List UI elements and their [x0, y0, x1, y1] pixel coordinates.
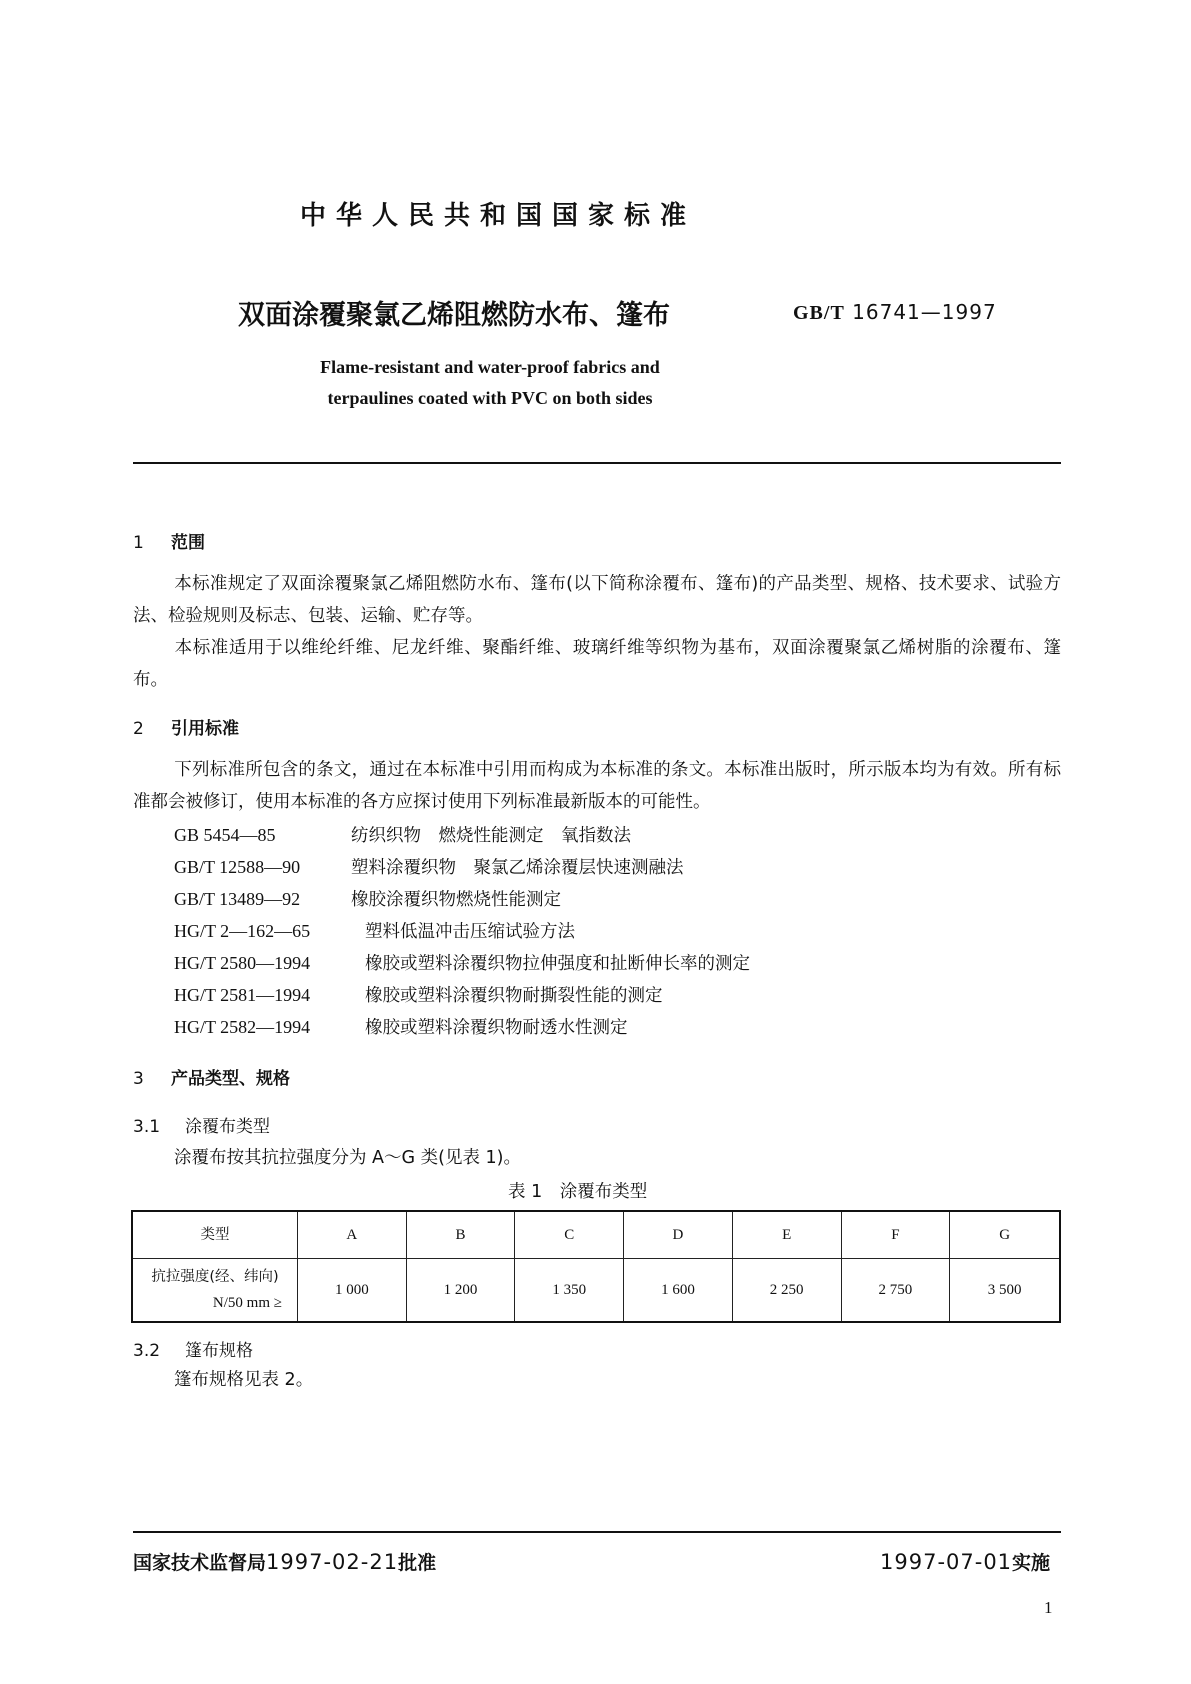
table-1-caption: 表 1 涂覆布类型 — [508, 1182, 648, 1202]
reference-code: GB/T 13489—92 — [174, 889, 301, 909]
table-column-header: E — [732, 1211, 841, 1259]
section-1-heading — [133, 528, 205, 553]
table-cell: 2 750 — [841, 1259, 950, 1323]
table-cell: 3 500 — [950, 1259, 1060, 1323]
table-column-header: G — [950, 1211, 1060, 1259]
table-cell: 1 200 — [406, 1259, 515, 1323]
approval-date: 1997-02-21 — [266, 1550, 399, 1574]
reference-item — [174, 982, 663, 1007]
reference-title: 塑料低温冲击压缩试验方法 — [365, 922, 575, 942]
approval-info — [133, 1548, 436, 1575]
table-cell: 2 250 — [732, 1259, 841, 1323]
reference-title: 橡胶涂覆织物燃烧性能测定 — [351, 890, 561, 910]
reference-title: 塑料涂覆织物 聚氯乙烯涂覆层快速测融法 — [351, 858, 684, 878]
table-cell: 1 350 — [515, 1259, 624, 1323]
approval-org: 国家技术监督局 — [133, 1552, 267, 1574]
reference-title: 纺织织物 燃烧性能测定 氧指数法 — [351, 826, 631, 846]
document-title-cn: 双面涂覆聚氯乙烯阻燃防水布、篷布 — [238, 300, 670, 331]
paragraph-text: 本标准适用于以维纶纤维、尼龙纤维、聚酯纤维、玻璃纤维等织物为基布，双面涂覆聚氯乙烯树脂的涂覆布、篷布。 — [133, 638, 1061, 690]
reference-item — [174, 822, 631, 847]
reference-code: HG/T 2580—1994 — [174, 953, 311, 973]
standard-number — [793, 300, 997, 325]
subsection-3-1-heading — [133, 1112, 270, 1137]
effective-info — [880, 1548, 1050, 1575]
table-column-header: A — [298, 1211, 407, 1259]
document-title-en-line2: terpaulines coated with PVC on both sides — [327, 388, 653, 408]
subsection-title: 涂覆布类型 — [185, 1117, 270, 1137]
reference-code: GB/T 12588—90 — [174, 857, 301, 877]
reference-code: HG/T 2581—1994 — [174, 985, 311, 1005]
table-row-label — [132, 1259, 298, 1323]
section-number: 1 — [133, 533, 144, 553]
table-cell: 1 000 — [298, 1259, 407, 1323]
table-header-row — [132, 1211, 1060, 1259]
effective-suffix: 实施 — [1012, 1552, 1051, 1574]
section-number: 3 — [133, 1069, 144, 1089]
table-header-label: 类型 — [132, 1211, 298, 1259]
row-label-line2: N/50 mm ≥ — [212, 1295, 282, 1311]
subsection-3-2-heading — [133, 1336, 253, 1361]
subsection-number: 3.1 — [133, 1117, 161, 1137]
section-1-paragraph-2 — [133, 632, 1061, 696]
effective-date: 1997-07-01 — [880, 1550, 1013, 1574]
reference-item — [174, 918, 575, 943]
footer-divider — [133, 1531, 1061, 1533]
section-3-heading — [133, 1064, 290, 1089]
table-column-header: C — [515, 1211, 624, 1259]
table-column-header: D — [624, 1211, 733, 1259]
subsection-3-2-text: 篷布规格见表 2。 — [174, 1370, 314, 1390]
page-number: 1 — [1044, 1598, 1053, 1617]
section-2-heading — [133, 714, 239, 739]
reference-item — [174, 886, 561, 911]
standard-prefix: GB/T — [793, 302, 845, 324]
table-1-coated-fabric-types — [131, 1210, 1061, 1323]
national-standard-heading: 中华人民共和国国家标准 — [300, 201, 697, 231]
reference-item — [174, 854, 684, 879]
section-title: 引用标准 — [171, 719, 239, 739]
table-cell: 1 600 — [624, 1259, 733, 1323]
header-divider — [133, 462, 1061, 464]
reference-code: HG/T 2—162—65 — [174, 921, 311, 941]
reference-code: HG/T 2582—1994 — [174, 1017, 311, 1037]
table-column-header: B — [406, 1211, 515, 1259]
subsection-3-1-text: 涂覆布按其抗拉强度分为 A～G 类(见表 1)。 — [174, 1148, 522, 1168]
table-column-header: F — [841, 1211, 950, 1259]
section-title: 范围 — [171, 533, 205, 553]
table-row — [132, 1259, 1060, 1323]
reference-title: 橡胶或塑料涂覆织物拉伸强度和扯断伸长率的测定 — [365, 954, 750, 974]
row-label-line1: 抗拉强度(经、纬向) — [151, 1269, 279, 1285]
section-1-paragraph-1 — [133, 568, 1061, 632]
paragraph-text: 本标准规定了双面涂覆聚氯乙烯阻燃防水布、篷布(以下简称涂覆布、篷布)的产品类型、规格、技术要求、试验方法、检验规则及标志、包装、运输、贮存等。 — [133, 574, 1061, 626]
section-2-paragraph — [133, 754, 1061, 818]
document-title-en-line1: Flame-resistant and water-proof fabrics and — [320, 357, 660, 377]
reference-title: 橡胶或塑料涂覆织物耐透水性测定 — [365, 1018, 628, 1038]
reference-title: 橡胶或塑料涂覆织物耐撕裂性能的测定 — [365, 986, 663, 1006]
reference-item — [174, 1014, 628, 1039]
subsection-title: 篷布规格 — [185, 1341, 253, 1361]
section-title: 产品类型、规格 — [171, 1069, 290, 1089]
paragraph-text: 下列标准所包含的条文，通过在本标准中引用而构成为本标准的条文。本标准出版时，所示版本均为有效。所有标准都会被修订，使用本标准的各方应探讨使用下列标准最新版本的可能性。 — [133, 760, 1061, 812]
section-number: 2 — [133, 719, 144, 739]
standard-code: 16741—1997 — [852, 300, 997, 324]
reference-item — [174, 950, 750, 975]
subsection-number: 3.2 — [133, 1341, 161, 1361]
reference-code: GB 5454—85 — [174, 825, 276, 845]
approval-suffix: 批准 — [398, 1552, 437, 1574]
